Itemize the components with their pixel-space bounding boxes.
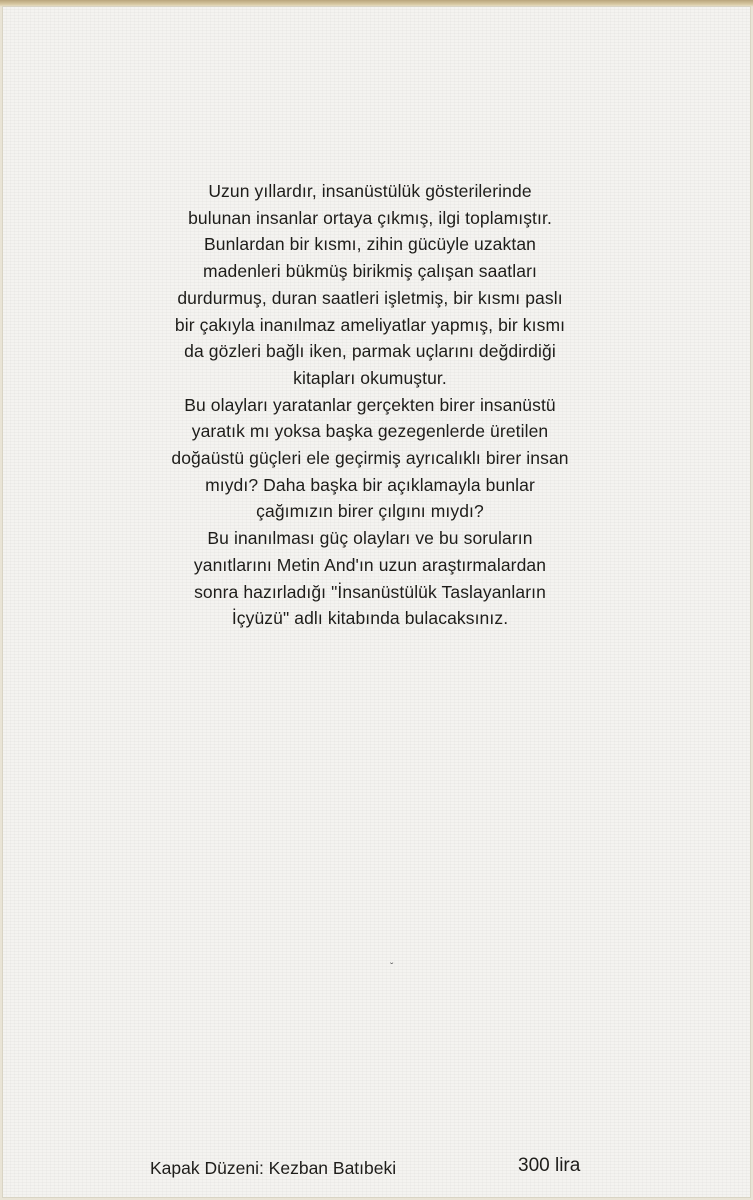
blurb-line: bir çakıyla inanılmaz ameliyatlar yapmış, bir kısmı xyxy=(174,314,566,335)
blurb-line: durdurmuş, duran saatleri işletmiş, bir kısmı paslı xyxy=(177,287,563,308)
blurb-line: Bunlardan bir kısmı, zihin gücüyle uzaktan xyxy=(203,234,536,255)
blurb-line: doğaüstü güçleri ele geçirmiş ayrıcalıklı birer insan xyxy=(171,448,569,469)
blurb-line: kitapları okumuştur. xyxy=(293,367,447,388)
price-label: 300 lira xyxy=(518,1155,581,1176)
blurb-line: da gözleri bağlı iken, parmak uçlarını değdirdiği xyxy=(184,341,556,362)
blurb-line: sonra hazırladığı "İnsanüstülük Taslayanların xyxy=(194,581,546,602)
blurb-line: mıydı? Daha başka bir açıklamayla bunlar xyxy=(205,474,535,495)
blurb-line: İçyüzü" adlı kitabında bulacaksınız. xyxy=(231,608,509,629)
blurb-line: Bu inanılması güç olayları ve bu soruların xyxy=(207,528,533,549)
cover-blurb xyxy=(120,178,620,632)
stray-ink-mark: ˇ xyxy=(390,962,394,973)
blurb-line: Uzun yıllardır, insanüstülük gösterilerinde xyxy=(208,181,532,201)
blurb-line: bulunan insanlar ortaya çıkmış, ilgi toplamıştır. xyxy=(188,207,552,228)
blurb-line: Bu olayları yaratanlar gerçekten birer insanüstü xyxy=(184,394,556,415)
blurb-line: çağımızın birer çılgını mıydı? xyxy=(256,501,484,522)
blurb-line: yanıtlarını Metin And'ın uzun araştırmalardan xyxy=(193,554,547,575)
blurb-line: yaratık mı yoksa başka gezegenlerde üretilen xyxy=(191,421,549,442)
blurb-line: madenleri bükmüş birikmiş çalışan saatları xyxy=(203,261,537,282)
cover-design-credit: Kapak Düzeni: Kezban Batıbeki xyxy=(150,1158,397,1178)
